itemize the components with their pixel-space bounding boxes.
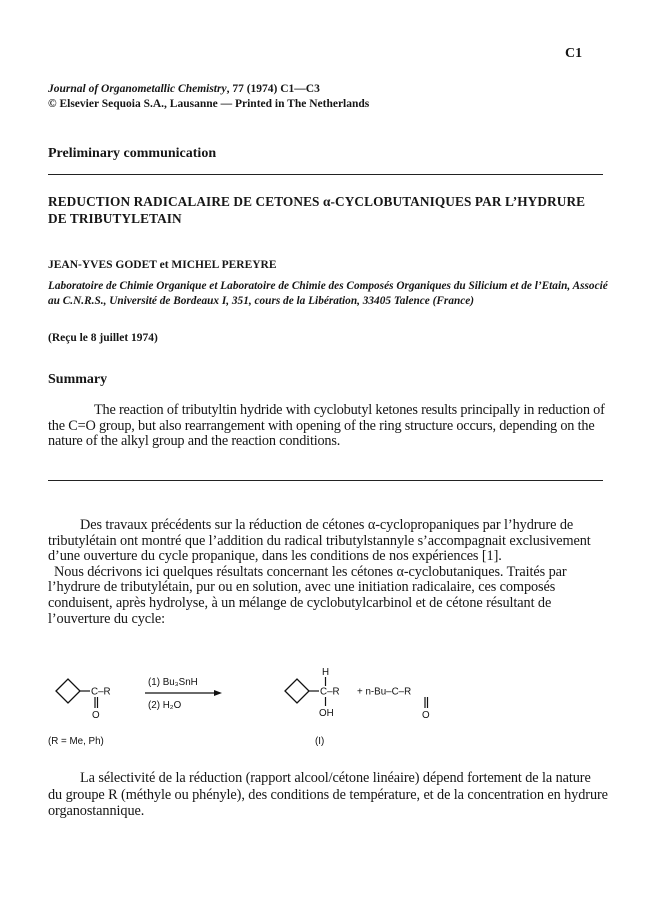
copyright-line: © Elsevier Sequoia S.A., Lausanne — Printed in The Netherlands [48, 98, 370, 110]
summary-text: The reaction of tributyltin hydride with cyclobutyl ketones results principally in reduction of the C=O group, but also rearrangement with opening of the ring structure occurs, depending on the nature of the alkyl group and the reaction conditions. [48, 402, 605, 449]
journal-citation-line [48, 82, 369, 97]
article-title: REDUCTION RADICALAIRE DE CETONES α-CYCLOBUTANIQUES PAR L’HYDRURE DE TRIBUTYLETAIN [48, 194, 586, 226]
product-group: C–R [320, 686, 340, 698]
received-date: (Reçu le 8 juillet 1974) [48, 332, 158, 344]
summary-divider [48, 480, 603, 481]
product-hydrogen: H [322, 667, 330, 678]
second-product-oxygen: O [422, 710, 430, 721]
summary-block [48, 403, 619, 450]
page-number: C1 [565, 46, 583, 61]
section-label: Preliminary communication [48, 146, 217, 161]
cyclobutane-ring-icon [285, 679, 309, 703]
summary-heading: Summary [48, 372, 108, 387]
authors: JEAN-YVES GODET et MICHEL PEREYRE [48, 259, 277, 271]
second-product: + n-Bu–C–R [357, 686, 412, 698]
affiliation: Laboratoire de Chimie Organique et Laboratoire de Chimie des Composés Organiques du Silicium et de l’Etain, Associé au C.N.R.S., Université de Bordeaux I, 351, cours de la Libération, 33405 Talence (France) [48, 280, 608, 307]
body-text [48, 518, 608, 627]
conclusion-text-block [48, 770, 608, 820]
body-paragraph-2: Nous décrivons ici quelques résultats concernant les cétones α-cyclobutaniques. Traités par l’hydrure de tributylétain, pur ou en solution, avec une initiation radicalaire, ces composés conduisent, après hydrolyse, à un mélange de cyclobutylcarbinol et de cétone résultant de l’ouverture du cycle: [48, 563, 567, 627]
substituent-note: (R = Me, Ph) [48, 736, 104, 747]
reactant-oxygen: O [92, 710, 100, 721]
compound-label: (I) [315, 736, 325, 747]
journal-name: Journal of Organometallic Chemistry [48, 83, 227, 95]
reaction-scheme [40, 665, 600, 750]
body-paragraph-1: Des travaux précédents sur la réduction de cétones α-cyclopropaniques par l’hydrure de tributylétain ont montré que l’addition du radical tributylstannyle s’accompagnait exclusivement d’une ouverture du cycle propanique, dans les conditions de nos expériences [1]. [48, 517, 591, 565]
reactant-group: C–R [91, 686, 111, 698]
reagent-1: (1) Bu₃SnH [148, 677, 198, 688]
cyclobutane-ring-icon [56, 679, 80, 703]
conclusion-paragraph: La sélectivité de la réduction (rapport alcool/cétone linéaire) dépend fortement de la nature du groupe R (méthyle ou phényle), des conditions de température, et de la concentration en hydrure organostannique. [48, 770, 608, 819]
arrow-head-icon [214, 690, 222, 696]
journal-header [48, 82, 369, 112]
product-hydroxyl: OH [319, 708, 334, 719]
journal-volume: , 77 (1974) C1—C3 [226, 83, 320, 95]
top-divider [48, 174, 603, 175]
reagent-2: (2) H₂O [148, 700, 182, 711]
